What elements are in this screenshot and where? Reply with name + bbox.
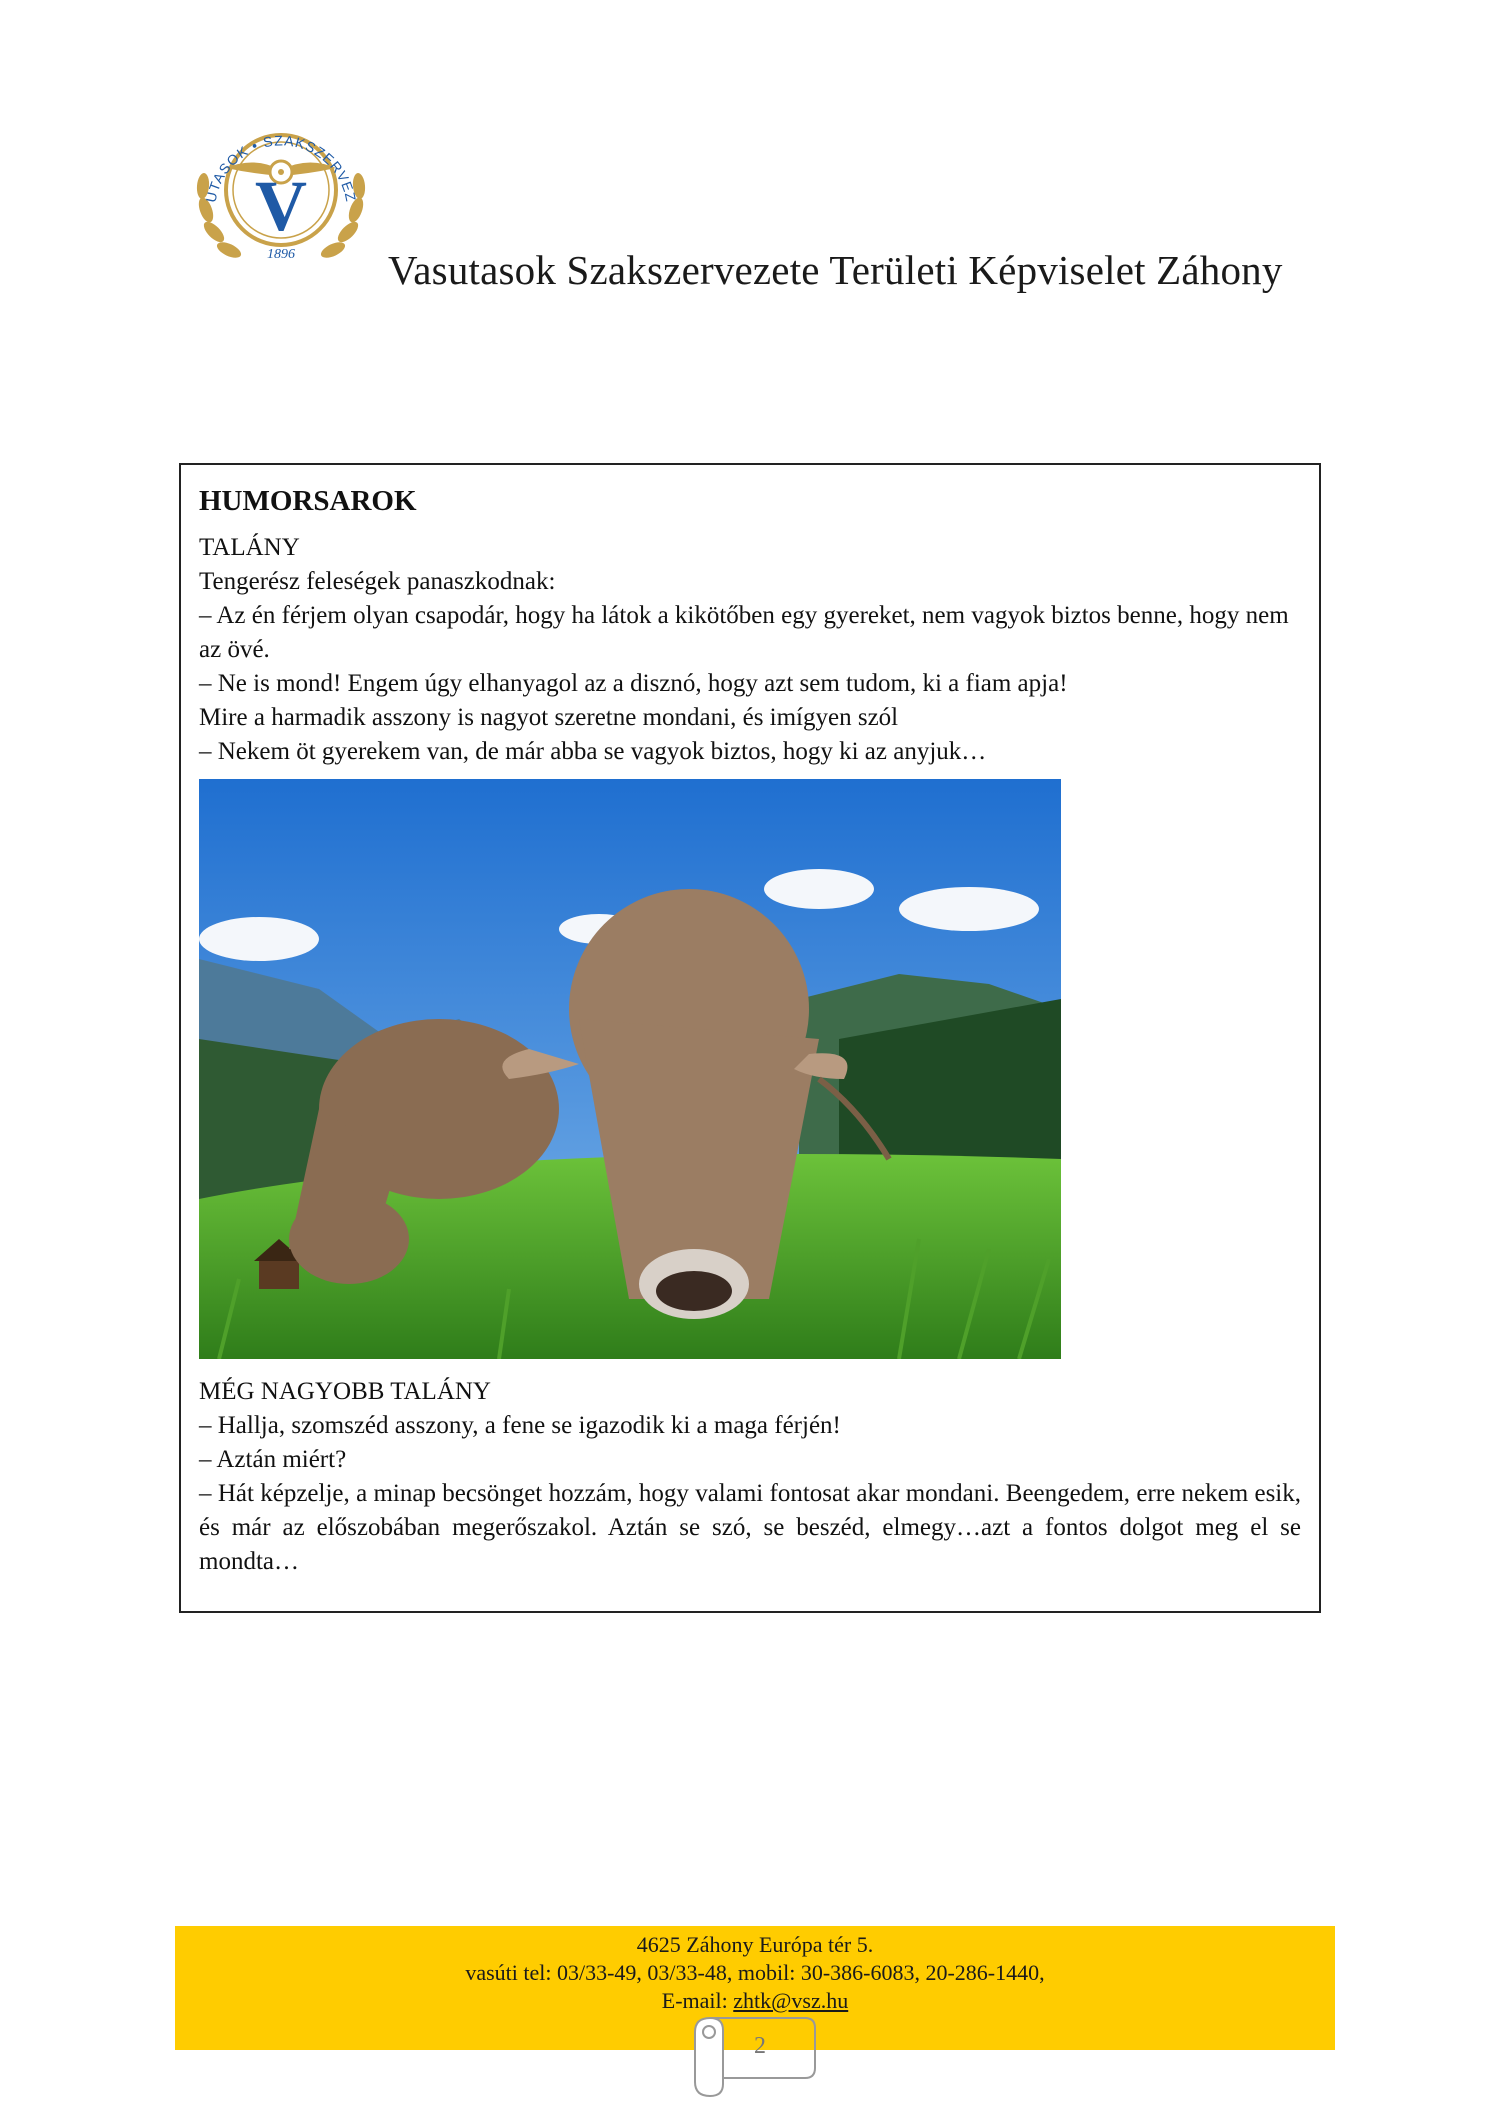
footer-email-label: E-mail:	[661, 1988, 734, 2013]
riddle2-line: – Hát képzelje, a minap becsönget hozzám, hogy valami fontosat akar mondani. Beengedem, erre nekem esik, és már az előszobában megerőszakol. Aztán se szó, se beszéd, elmegy…azt a fontos dolgot meg el se mondta…	[199, 1480, 1301, 1575]
org-title: Vasutasok Szakszervezete Területi Képviselet Záhony	[388, 247, 1283, 293]
logo-year: 1896	[267, 247, 295, 262]
riddle-line: – Ne is mond! Engem úgy elhanyagol az a disznó, hogy azt sem tudom, ki a fiam apja!	[199, 670, 1068, 697]
riddle-title: TALÁNY	[199, 534, 300, 561]
footer-email-link[interactable]: zhtk@vsz.hu	[733, 1988, 849, 2013]
logo-arc-text: UTASOK • SZAKSZERVEZ	[202, 132, 360, 204]
union-logo	[186, 90, 376, 280]
riddle-line: – Nekem öt gyerekem van, de már abba se vagyok biztos, hogy ki az anyjuk…	[199, 738, 987, 765]
riddle-line: Mire a harmadik asszony is nagyot szeretne mondani, és imígyen szól	[199, 704, 899, 731]
section-heading: HUMORSAROK	[199, 485, 417, 517]
riddle2-title: MÉG NAGYOBB TALÁNY	[199, 1378, 491, 1405]
footer-phones: vasúti tel: 03/33-49, 03/33-48, mobil: 30-386-6083, 20-286-1440,	[465, 1960, 1045, 1985]
logo-letter: V	[255, 166, 307, 246]
riddle2-line: – Hallja, szomszéd asszony, a fene se igazodik ki a maga férjén!	[199, 1412, 841, 1439]
cows-photo	[199, 779, 1061, 1359]
riddle2-line: – Aztán miért?	[199, 1446, 347, 1473]
riddle-line: – Az én férjem olyan csapodár, hogy ha látok a kikötőben egy gyereket, nem vagyok biztos benne, hogy nem az övé.	[199, 602, 1289, 663]
footer-address: 4625 Záhony Európa tér 5.	[636, 1932, 874, 1957]
riddle-line: Tengerész feleségek panaszkodnak:	[199, 568, 556, 595]
page-number: 2	[754, 2033, 766, 2059]
humor-box	[179, 463, 1321, 1613]
